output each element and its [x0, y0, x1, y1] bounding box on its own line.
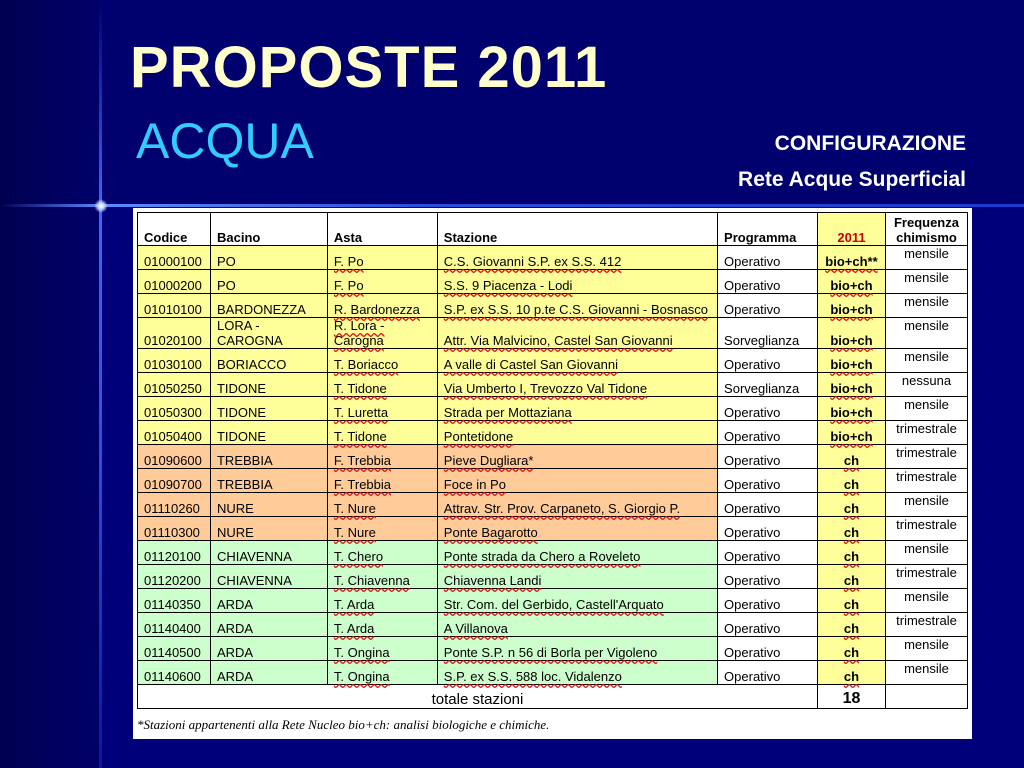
cell-stazione: Ponte Bagarotto — [437, 517, 717, 541]
horizontal-accent-line — [0, 204, 1024, 207]
cell-programma: Operativo — [718, 349, 818, 373]
cell-asta: T. Tidone — [327, 373, 437, 397]
cell-stazione: Strada per Mottaziana — [437, 397, 717, 421]
cell-stazione: Ponte strada da Chero a Roveleto — [437, 541, 717, 565]
cell-codice: 01110260 — [138, 493, 211, 517]
slide-subtitle: ACQUA — [136, 113, 314, 169]
cell-stazione: Pontetidone — [437, 421, 717, 445]
cell-asta: F. Po — [327, 246, 437, 270]
cell-bacino: PO — [210, 270, 327, 294]
cell-bacino: PO — [210, 246, 327, 270]
cell-bacino: BORIACCO — [210, 349, 327, 373]
cell-stazione: Pieve Dugliara* — [437, 445, 717, 469]
cell-programma: Operativo — [718, 637, 818, 661]
cell-2011: bio+ch — [817, 373, 885, 397]
cell-codice: 01090700 — [138, 469, 211, 493]
cell-frequenza: mensile — [885, 589, 967, 613]
cell-frequenza: mensile — [885, 661, 967, 685]
cell-codice: 01000200 — [138, 270, 211, 294]
cell-codice: 01030100 — [138, 349, 211, 373]
cell-frequenza: mensile — [885, 246, 967, 270]
cell-bacino: TIDONE — [210, 373, 327, 397]
cell-bacino: ARDA — [210, 613, 327, 637]
table-row — [138, 661, 968, 685]
cell-2011: bio+ch — [817, 349, 885, 373]
cell-asta: T. Ongina — [327, 661, 437, 685]
cell-2011: ch — [817, 613, 885, 637]
cell-programma: Operativo — [718, 661, 818, 685]
cell-2011: bio+ch — [817, 294, 885, 318]
cell-2011: ch — [817, 589, 885, 613]
total-row — [138, 685, 968, 709]
header-stazione: Stazione — [437, 213, 717, 246]
cell-frequenza: trimestrale — [885, 445, 967, 469]
cell-codice: 01140400 — [138, 613, 211, 637]
cell-programma: Operativo — [718, 565, 818, 589]
cell-bacino: ARDA — [210, 637, 327, 661]
cell-bacino: LORA - CAROGNA — [210, 318, 327, 349]
config-line-1: CONFIGURAZIONE — [774, 132, 966, 155]
cell-frequenza: trimestrale — [885, 421, 967, 445]
table-row — [138, 493, 968, 517]
cell-asta: T. Ongina — [327, 637, 437, 661]
cell-bacino: CHIAVENNA — [210, 541, 327, 565]
cell-stazione: Chiavenna Landi — [437, 565, 717, 589]
cell-bacino: CHIAVENNA — [210, 565, 327, 589]
table-row — [138, 517, 968, 541]
cell-2011: bio+ch — [817, 318, 885, 349]
cell-codice: 01140600 — [138, 661, 211, 685]
table-row — [138, 613, 968, 637]
cell-codice: 01120200 — [138, 565, 211, 589]
cell-programma: Operativo — [718, 397, 818, 421]
cell-2011: ch — [817, 517, 885, 541]
table-header-row — [138, 213, 968, 246]
cell-asta: F. Trebbia — [327, 469, 437, 493]
table-row — [138, 541, 968, 565]
cell-asta: R. Lora - Carogna — [327, 318, 437, 349]
cell-programma: Operativo — [718, 294, 818, 318]
cell-frequenza: mensile — [885, 349, 967, 373]
vertical-accent-line — [99, 0, 102, 768]
cell-frequenza: mensile — [885, 270, 967, 294]
cell-bacino: NURE — [210, 493, 327, 517]
config-line-2: Rete Acque Superficial — [738, 168, 966, 191]
cell-stazione: A valle di Castel San Giovanni — [437, 349, 717, 373]
cell-programma: Operativo — [718, 541, 818, 565]
cell-asta: T. Chero — [327, 541, 437, 565]
cell-stazione: Foce in Po — [437, 469, 717, 493]
cell-programma: Operativo — [718, 613, 818, 637]
cell-codice: 01140350 — [138, 589, 211, 613]
cell-programma: Operativo — [718, 421, 818, 445]
table-row — [138, 397, 968, 421]
cell-2011: bio+ch** — [817, 246, 885, 270]
cell-codice: 01120100 — [138, 541, 211, 565]
cell-frequenza: trimestrale — [885, 517, 967, 541]
cell-frequenza: mensile — [885, 637, 967, 661]
cell-programma: Operativo — [718, 469, 818, 493]
cell-2011: ch — [817, 661, 885, 685]
cell-asta: T. Chiavenna — [327, 565, 437, 589]
cell-frequenza: mensile — [885, 541, 967, 565]
table-row — [138, 318, 968, 349]
cell-frequenza: trimestrale — [885, 613, 967, 637]
cell-stazione: C.S. Giovanni S.P. ex S.S. 412 — [437, 246, 717, 270]
cell-frequenza: trimestrale — [885, 469, 967, 493]
cell-stazione: A Villanova — [437, 613, 717, 637]
table-row — [138, 445, 968, 469]
table-row — [138, 294, 968, 318]
cell-2011: ch — [817, 541, 885, 565]
cell-codice: 01000100 — [138, 246, 211, 270]
cell-2011: ch — [817, 445, 885, 469]
table-row — [138, 565, 968, 589]
total-empty-cell — [885, 685, 967, 709]
cell-codice: 01050300 — [138, 397, 211, 421]
cell-bacino: TREBBIA — [210, 445, 327, 469]
cell-stazione: Str. Com. del Gerbido, Castell'Arquato — [437, 589, 717, 613]
cell-bacino: TIDONE — [210, 397, 327, 421]
header-bacino: Bacino — [210, 213, 327, 246]
cell-2011: bio+ch — [817, 270, 885, 294]
table-row — [138, 349, 968, 373]
cell-programma: Operativo — [718, 270, 818, 294]
table-row — [138, 373, 968, 397]
table-row — [138, 246, 968, 270]
cell-2011: bio+ch — [817, 421, 885, 445]
cell-programma: Operativo — [718, 493, 818, 517]
cell-asta: T. Nure — [327, 517, 437, 541]
cell-2011: ch — [817, 565, 885, 589]
table-row — [138, 469, 968, 493]
table-sheet — [133, 208, 972, 739]
cell-programma: Operativo — [718, 517, 818, 541]
cell-2011: ch — [817, 469, 885, 493]
footnote: *Stazioni appartenenti alla Rete Nucleo bio+ch: analisi biologiche e chimiche. — [137, 717, 550, 732]
header-asta: Asta — [327, 213, 437, 246]
table-row — [138, 421, 968, 445]
cell-frequenza: trimestrale — [885, 565, 967, 589]
cell-asta: T. Arda — [327, 589, 437, 613]
cell-2011: bio+ch — [817, 397, 885, 421]
cell-frequenza: nessuna — [885, 373, 967, 397]
cell-bacino: NURE — [210, 517, 327, 541]
cell-asta: F. Trebbia — [327, 445, 437, 469]
table-row — [138, 637, 968, 661]
stations-table — [137, 212, 968, 709]
table-row — [138, 270, 968, 294]
cell-asta: T. Nure — [327, 493, 437, 517]
header-frequenza: Frequenza chimismo — [885, 213, 967, 246]
header-programma: Programma — [718, 213, 818, 246]
cell-2011: ch — [817, 493, 885, 517]
header-codice: Codice — [138, 213, 211, 246]
cell-asta: T. Luretta — [327, 397, 437, 421]
cell-asta: T. Boriacco — [327, 349, 437, 373]
cell-codice: 01020100 — [138, 318, 211, 349]
cell-stazione: Attrav. Str. Prov. Carpaneto, S. Giorgio P. — [437, 493, 717, 517]
cell-frequenza: mensile — [885, 397, 967, 421]
cell-frequenza: mensile — [885, 493, 967, 517]
slide-title: PROPOSTE 2011 — [130, 35, 608, 100]
cell-asta: T. Tidone — [327, 421, 437, 445]
cell-codice: 01050400 — [138, 421, 211, 445]
cell-codice: 01110300 — [138, 517, 211, 541]
left-band — [0, 0, 100, 768]
table-row — [138, 589, 968, 613]
cell-programma: Operativo — [718, 246, 818, 270]
cell-2011: ch — [817, 637, 885, 661]
cell-asta: R. Bardonezza — [327, 294, 437, 318]
sparkle-decoration — [94, 199, 108, 213]
cell-frequenza: mensile — [885, 318, 967, 349]
header-2011: 2011 — [817, 213, 885, 246]
cell-stazione: Attr. Via Malvicino, Castel San Giovanni — [437, 318, 717, 349]
cell-stazione: S.P. ex S.S. 10 p.te C.S. Giovanni - Bosnasco — [437, 294, 717, 318]
cell-codice: 01090600 — [138, 445, 211, 469]
cell-programma: Sorveglianza — [718, 373, 818, 397]
cell-stazione: S.S. 9 Piacenza - Lodi — [437, 270, 717, 294]
cell-asta: F. Po — [327, 270, 437, 294]
cell-programma: Sorveglianza — [718, 318, 818, 349]
total-label: totale stazioni — [138, 685, 818, 709]
total-value: 18 — [817, 685, 885, 709]
cell-stazione: Via Umberto I, Trevozzo Val Tidone — [437, 373, 717, 397]
cell-asta: T. Arda — [327, 613, 437, 637]
cell-bacino: ARDA — [210, 589, 327, 613]
cell-bacino: TREBBIA — [210, 469, 327, 493]
cell-codice: 01050250 — [138, 373, 211, 397]
cell-bacino: BARDONEZZA — [210, 294, 327, 318]
cell-stazione: Ponte S.P. n 56 di Borla per Vigoleno — [437, 637, 717, 661]
cell-frequenza: mensile — [885, 294, 967, 318]
cell-programma: Operativo — [718, 589, 818, 613]
cell-codice: 01140500 — [138, 637, 211, 661]
cell-bacino: ARDA — [210, 661, 327, 685]
cell-stazione: S.P. ex S.S. 588 loc. Vidalenzo — [437, 661, 717, 685]
cell-codice: 01010100 — [138, 294, 211, 318]
cell-bacino: TIDONE — [210, 421, 327, 445]
config-heading — [738, 126, 966, 198]
cell-programma: Operativo — [718, 445, 818, 469]
